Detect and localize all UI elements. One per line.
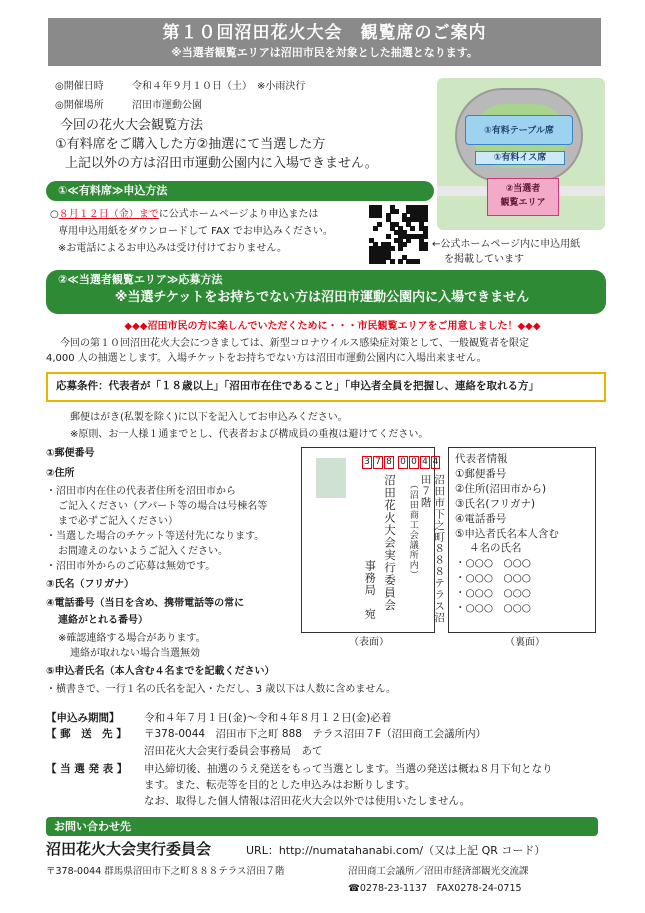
zip-digit-5: 0 <box>409 456 419 469</box>
intro-line-2: ①有料席をご購入した方②抽選にて当選した方 <box>55 137 326 152</box>
venue-label: ◎開催場所 <box>55 100 104 111</box>
page-title: 第１０回沼田花火大会 観覧席のご案内 <box>162 23 487 43</box>
date-label: ◎開催日時 <box>55 81 104 92</box>
back-name-3: ・○○○ ○○○ <box>455 587 531 600</box>
section2-notice: ◆◆◆沼田市民の方に楽しんでいただくために・・・市民観覧エリアをご用意しました！◆◆◆ <box>124 321 541 332</box>
mail-instruction-1: 郵便はがき(私製を除く)に以下を記入してお申込みください。 <box>70 412 348 423</box>
qr-module <box>394 209 399 214</box>
announcement-line-1: 申込締切後、抽選のうえ発送をもって当選とします。当選の発送は概ね８月下旬となり <box>144 763 553 775</box>
qr-module <box>423 246 428 251</box>
back-line-4: ④電話番号 <box>455 512 507 525</box>
zip-digit-6: 4 <box>420 456 430 469</box>
venue-value: 沼田市運動公園 <box>132 100 202 111</box>
contact-url[interactable]: URL：http://numatahanabi.com/（又は上記 QR コード） <box>246 844 546 857</box>
section2-paragraph-2: 4,000 人の抽選とします。入場チケットをお持ちでない方は沼田市運動公園内に入場出来ません。 <box>46 353 487 364</box>
section1-bullet: ○ <box>50 209 59 220</box>
back-line-5: ⑤申込者氏名本人含む <box>455 527 559 540</box>
section2-paragraph-1: 今回の第１０回沼田花火大会につきましては、新型コロナウイルス感染症対策として、一般観覧者を限定 <box>60 338 529 349</box>
postcard-address-sub: （沼田商工会議所内） <box>407 480 418 580</box>
postcard-organization: 沼田花火大会実行委員会 <box>382 474 397 612</box>
contact-address: 〒378-0044 群馬県沼田市下之町８８８テラス沼田７階 <box>46 866 285 877</box>
zip-digit-2: 7 <box>373 456 383 469</box>
qr-note-2: を掲載しています <box>444 254 524 265</box>
zip-digit-7: 4 <box>432 457 439 467</box>
postcard-suffix: 宛 <box>363 608 377 620</box>
qr-module <box>386 234 391 239</box>
form-item-address-note-3: まで必ずご記入ください） <box>58 516 178 527</box>
qr-module <box>390 259 395 264</box>
zip-digit-3: 8 <box>384 456 394 469</box>
section1-title-bar: ①≪有料席≫申込方法 <box>46 181 434 201</box>
period-value: 令和４年７月１日(金)～令和４年８月１２日(金)必着 <box>144 712 392 724</box>
venue-map <box>437 78 605 230</box>
qr-module <box>398 259 403 264</box>
back-line-3: ③氏名(フリガナ) <box>455 497 536 510</box>
form-item-phone: ④電話番号（当日を含め、携帯電話等の常に <box>46 598 245 609</box>
header-banner <box>48 18 601 66</box>
destination-value-2: 沼田花火大会実行委員会事務局 あて <box>144 745 323 757</box>
form-item-address-note-4: ・当選した場合のチケット等送付先になります。 <box>46 531 265 542</box>
qr-module <box>415 259 420 264</box>
form-item-address-note-5: お間違えのないようご記入ください。 <box>58 546 228 557</box>
back-name-2: ・○○○ ○○○ <box>455 572 531 585</box>
back-line-2: ②住所(沼田市から) <box>455 482 547 495</box>
application-conditions-box: 応募条件：代表者が「１８歳以上」「沼田市在住であること」「申込者全員を把握し、連絡を取れる方」 <box>46 372 606 402</box>
form-item-zip: ①郵便番号 <box>46 448 95 459</box>
section1-line-1 <box>50 208 319 221</box>
form-item-address-note-6: ・沼田市外からのご応募は無効です。 <box>46 561 216 572</box>
announcement-line-3: なお、取得した個人情報は沼田花火大会以外では使用いたしません。 <box>144 795 471 807</box>
contact-phone-fax: ☎0278-23-1137 FAX0278-24-0715 <box>348 883 522 894</box>
qr-module <box>373 226 378 231</box>
contact-partners: 沼田商工会議所／沼田市経済部観光交流課 <box>348 866 529 877</box>
form-item-phone-2: 連絡がとれる番号） <box>58 615 148 626</box>
form-item-applicants: ⑤申込者氏名（本人含む４名までを記載ください） <box>46 666 275 677</box>
form-item-phone-note-2: 連絡が取れない場合当選無効 <box>70 648 200 659</box>
map-winner-label-2: 観覧エリア <box>500 197 546 208</box>
postcard-back-caption: （裏面） <box>505 637 545 648</box>
back-title: 代表者情報 <box>455 453 508 465</box>
zip-digit-4: 0 <box>398 456 408 469</box>
date-value: 令和４年９月１０日（土） ※小雨決行 <box>132 81 306 92</box>
map-winner-label-1: ②当選者 <box>505 184 541 194</box>
mail-instruction-2: ※原則、お一人様１通までとし、代表者および構成員の重複は避けてください。 <box>70 429 429 440</box>
section1-line-1-rest: に公式ホームページより申込または <box>158 209 319 220</box>
form-item-phone-note-1: ※確認連絡する場合があります。 <box>58 633 206 644</box>
postcard-department: 事務局 <box>363 560 377 596</box>
qr-note-1: ←公式ホームページ内に申込用紙 <box>432 239 581 250</box>
form-item-address-note-2: ご記入ください（アパート等の場合は号棟名等 <box>58 501 268 512</box>
postcard-front <box>301 447 446 633</box>
postcard-front-caption: （表面） <box>349 637 389 648</box>
back-line-6: ４名の氏名 <box>469 542 522 555</box>
destination-label: 【 郵 送 先 】 <box>46 728 127 740</box>
announcement-line-2: ます。また、転売等を目的とした申込みはお断りします。 <box>144 779 416 791</box>
section1-line-2: 専用申込用紙をダウンロードして FAX でお申込みください。 <box>58 226 333 237</box>
map-table-seat-area: ①有料テーブル席 <box>465 115 573 145</box>
form-item-applicants-note: ・横書きで、一行１名の氏名を記入・ただし、3 歳以下は人数に含めません。 <box>46 684 396 695</box>
contact-organization: 沼田花火大会実行委員会 <box>46 840 212 858</box>
back-name-1: ・○○○ ○○○ <box>455 557 531 570</box>
back-line-1: ①郵便番号 <box>455 467 507 480</box>
section2-title-bar <box>46 270 606 314</box>
zip-digit-1: 3 <box>362 456 372 469</box>
qr-module <box>377 213 382 218</box>
section1-line-3: ※お電話によるお申込みは受け付けておりません。 <box>58 243 287 254</box>
back-name-4: ・○○○ ○○○ <box>455 602 531 615</box>
qr-module <box>398 246 403 251</box>
destination-value-1: 〒378-0044 沼田市下之町 888 テラス沼田７F（沼田商工会議所内） <box>144 728 487 740</box>
form-item-name: ③氏名（フリガナ） <box>46 579 134 590</box>
stamp-placeholder <box>316 458 346 498</box>
form-item-address: ②住所 <box>46 468 75 479</box>
postcard-back <box>448 447 596 633</box>
qr-module <box>410 226 415 231</box>
page-subtitle: ※当選者観覧エリアは沼田市民を対象とした抽選となります。 <box>171 46 478 60</box>
section1-deadline: ８月１２日（金）まで <box>58 209 159 220</box>
intro-line-3: 上記以外の方は沼田市運動公園内に入場できません。 <box>65 156 378 171</box>
qr-code-icon[interactable] <box>369 205 427 263</box>
period-label: 【申込み期間】 <box>46 712 120 724</box>
postcard-address: 沼田市下之町８８８テラス沼田７階 <box>419 474 446 624</box>
contact-title-bar: お問い合わせ先 <box>46 817 598 836</box>
map-chair-seat-area: ①有料イス席 <box>475 151 565 165</box>
qr-module <box>381 259 386 264</box>
intro-line-1: 今回の花火大会観覧方法 <box>60 118 204 133</box>
form-item-address-note-1: ・沼田市内在住の代表者住所を沼田市から <box>46 486 236 497</box>
section2-title: ②≪当選者観覧エリア≫応募方法 <box>58 273 223 286</box>
announcement-label: 【 当 選 発 表 】 <box>46 763 128 775</box>
map-winner-area <box>487 178 559 216</box>
section2-subtitle: ※当選チケットをお持ちでない方は沼田市運動公園内に入場できません <box>114 290 530 306</box>
